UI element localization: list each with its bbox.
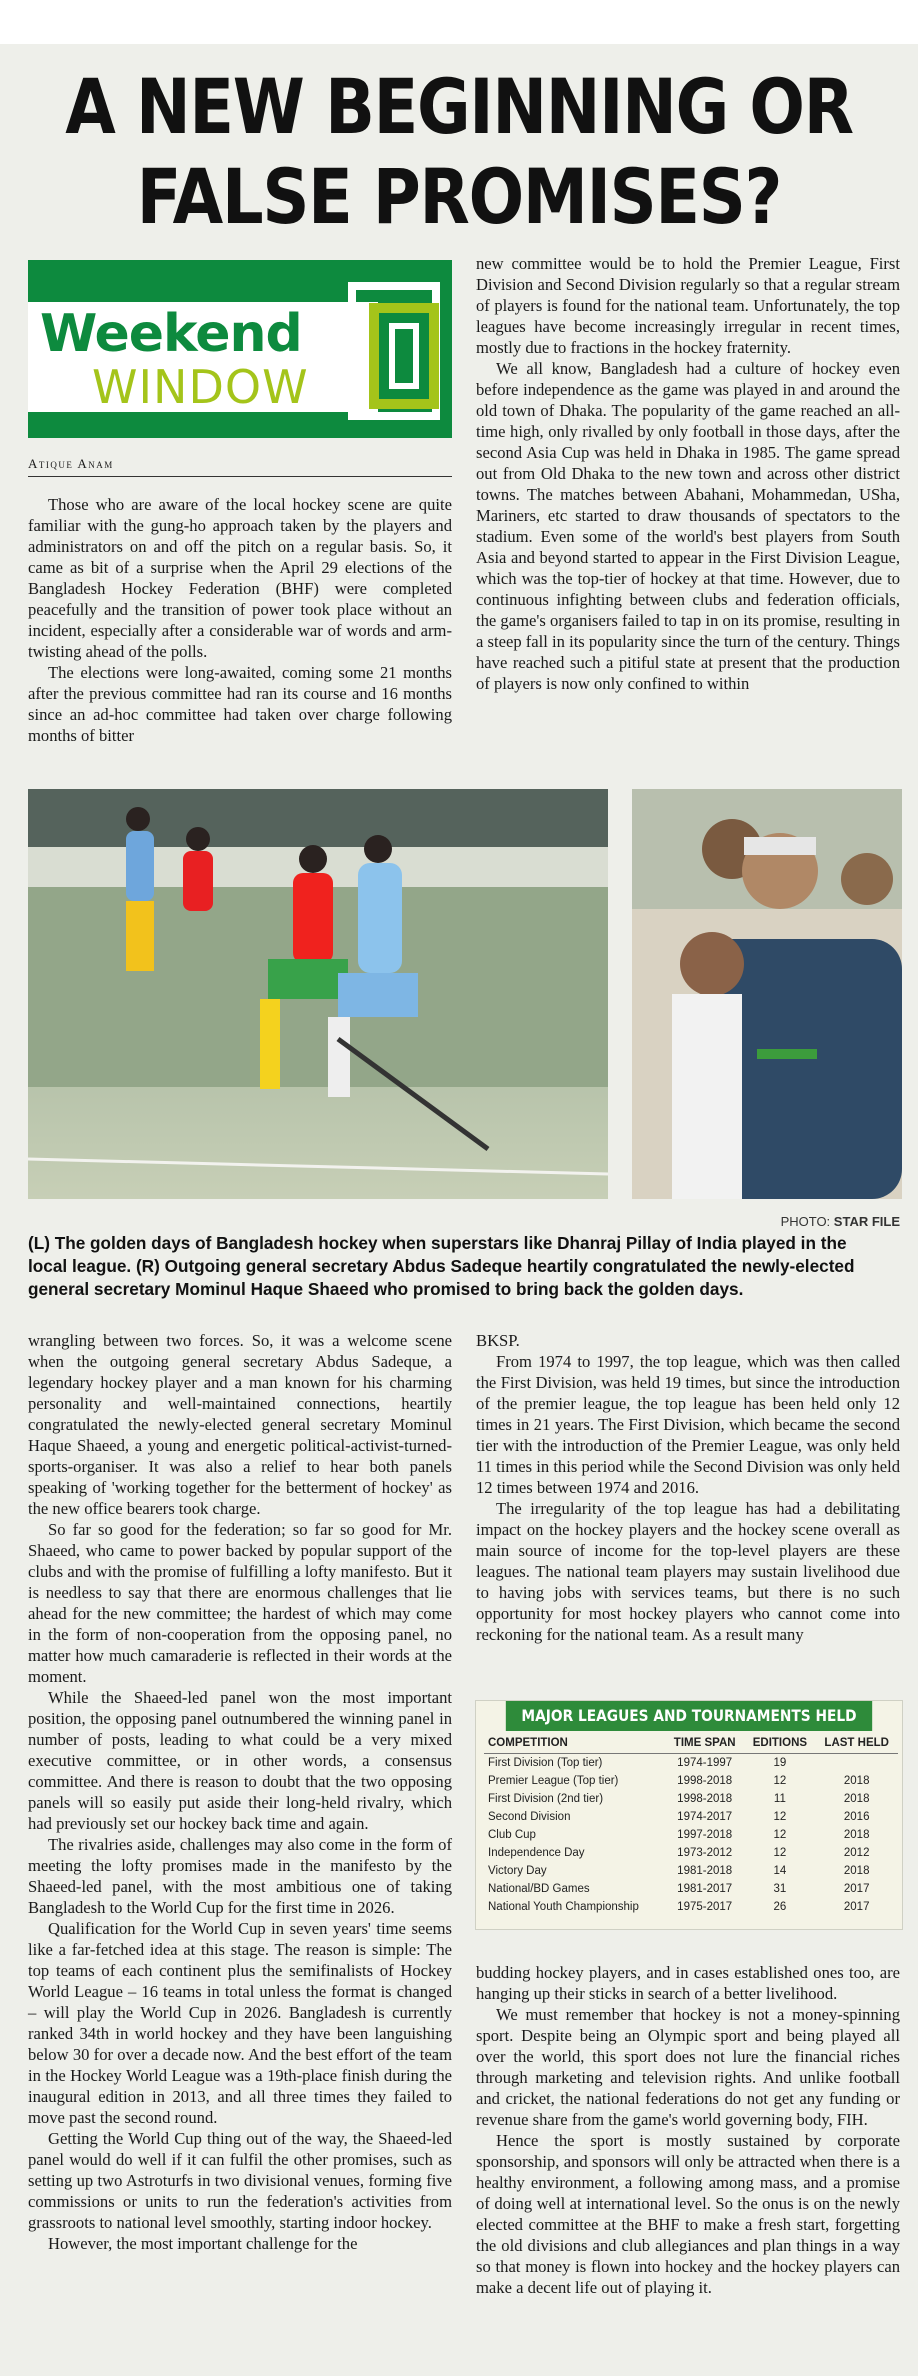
table-cell: 14: [773, 1865, 787, 1877]
table-cell: 12: [773, 1829, 787, 1841]
table-cell: 12: [773, 1811, 787, 1823]
table-row: [484, 1862, 898, 1880]
table-header-cell: EDITIONS: [744, 1735, 815, 1754]
article-column-2: [476, 253, 900, 694]
table-cell: 2017: [843, 1901, 870, 1913]
table-cell: 1997-2018: [677, 1829, 733, 1841]
table-cell: 19: [773, 1757, 787, 1769]
table-cell: First Division (Top tier): [488, 1757, 603, 1769]
table-cell: National/BD Games: [488, 1883, 590, 1895]
article-column-3: [28, 1330, 452, 2254]
leagues-table: [476, 1701, 902, 1929]
table-cell: 1974-2017: [677, 1811, 733, 1823]
photo-credit-source: STAR FILE: [833, 1214, 900, 1229]
photo-officials-hug: [632, 789, 902, 1199]
table-cell: Premier League (Top tier): [488, 1775, 619, 1787]
table-cell: 1998-2018: [677, 1793, 733, 1805]
table-cell: 2016: [843, 1811, 870, 1823]
article-column-5: [476, 1962, 900, 2298]
table-cell: Club Cup: [488, 1829, 536, 1841]
headline-line-2: FALSE PROMISES?: [136, 152, 782, 241]
table-cell: 1973-2012: [677, 1847, 733, 1859]
photo-caption: (L) The golden days of Bangladesh hockey when superstars like Dhanraj Pillay of India played in the local league. (R) Outgoing general secretary Abdus Sadeque heartily congratulated the newly-elected general secretary Mominul Haque Shaeed who promised to bring back the golden days.: [28, 1233, 855, 1299]
paragraph: BKSP.: [476, 1331, 520, 1350]
table-cell: Second Division: [488, 1811, 571, 1823]
table-row: [484, 1844, 898, 1862]
table-header-cell: TIME SPAN: [665, 1735, 744, 1754]
paragraph: new committee would be to hold the Premier League, First Division and Second Division regularly so that a regular stream of players is found for the national team. Unfortunately, the top leagues have become increasingly irregular in recent times, mostly due to fractions in the hockey fraternity.: [476, 254, 900, 357]
paragraph: However, the most important challenge for the: [48, 2234, 358, 2253]
table-cell: 26: [773, 1901, 787, 1913]
table-cell: 11: [773, 1793, 786, 1805]
photo-credit-label: PHOTO:: [780, 1214, 831, 1229]
photo-hockey-match: [28, 789, 608, 1199]
paragraph: Qualification for the World Cup in seven years' time seems like a far-fetched idea at this stage. The reason is simple: The top teams of each continent plus the semifinalists of Hockey World League – 16 teams in total unless the format is changed – will play the World Cup in 2026. Bangladesh is currently ranked 34th in world hockey and they have been languishing below 30 for over a decade now. And the best effort of the team in the Hockey World League was a 19th-place finish during the inaugural edition in 2013, and all three times they failed to move past the second round.: [28, 1919, 452, 2127]
table-cell: 12: [773, 1847, 787, 1859]
paragraph: We all know, Bangladesh had a culture of hockey even before independence as the game was played in and around the old town of Dhaka. The popularity of the game reached an all-time high, only rivalled by only football in those days, after the second Asia Cup was held in Dhaka in 1985. The game spread out from Old Dhaka to the new town and across other district towns. The matches between Abahani, Mohammedan, USha, Mariners, etc started to draw thousands of spectators to the stadium. Even some of the world's best players from South Asia and beyond started to appear in the First Division League, which was the top-tier of hockey at that time. However, due to continuous infighting between clubs and federation officials, the game's organisers failed to tap in on its promise, resulting in a steep fall in its popularity since the turn of the century. Things have reached such a pitiful state at present that the production of players is now only confined to within: [476, 359, 900, 693]
window-frame-icon: [348, 282, 446, 422]
table-row: [484, 1790, 898, 1808]
table-cell: 2018: [843, 1865, 870, 1877]
logo-weekend-word: Weekend: [40, 304, 302, 364]
table-cell: 1981-2017: [677, 1883, 733, 1895]
photo-credit: [781, 1214, 900, 1229]
table-cell: 2018: [843, 1775, 870, 1787]
paragraph: From 1974 to 1997, the top league, which was then called the First Division, was held 19 times, but since the introduction of the premier league, the top league has been held only 12 times in 21 years. The First Division, which became the second tier with the introduction of the Premier League, was only held 11 times in this period while the Second Division was only held 12 times between 1974 and 2016.: [476, 1352, 900, 1497]
leagues-table-title: MAJOR LEAGUES AND TOURNAMENTS HELD: [506, 1701, 872, 1731]
table-header-cell: COMPETITION: [484, 1735, 665, 1754]
paragraph: Hence the sport is mostly sustained by corporate sponsorship, and sponsors will only be attracted when there is a healthy environment, a following among mass, and a promise of doing well at international level. So the onus is on the newly elected committee at the BHF to make a fresh start, forgetting the old divisions and club allegiances and plan things in a way so that money is flown into hockey and the hockey players can make a decent life out of playing it.: [476, 2131, 900, 2297]
table-row: [484, 1826, 898, 1844]
table-row: [484, 1754, 898, 1773]
table-cell: 31: [773, 1883, 787, 1895]
logo-window-word: WINDOW: [92, 360, 309, 414]
table-row: [484, 1808, 898, 1826]
table-cell: National Youth Championship: [488, 1901, 639, 1913]
byline: Atique Anam: [28, 456, 452, 477]
table-row: [484, 1772, 898, 1790]
weekend-window-logo: [28, 260, 452, 438]
paragraph: The irregularity of the top league has had a debilitating impact on the hockey players and the hockey scene overall as main source of income for the top-level players are these leagues. The national team players may sustain livelihood due to having jobs with services teams, but there is no such opportunity for most hockey players who cannot come into reckoning for the national team. As a result many: [476, 1499, 900, 1644]
article-column-1: [28, 494, 452, 746]
table-cell: 12: [773, 1775, 787, 1787]
paragraph: While the Shaeed-led panel won the most important position, the opposing panel outnumbered the winning panel in number of posts, leading to what could be a very mixed executive committee, or in other words, a consensus committee. And there is reason to doubt that the two opposing panels will so easily put aside their long-held rivalry, which had previously set our hockey back time and again.: [28, 1688, 452, 1833]
table-cell: [815, 1754, 898, 1773]
headline: [64, 62, 853, 242]
paragraph: budding hockey players, and in cases established ones too, are hanging up their sticks in search of a better livelihood.: [476, 1963, 900, 2003]
table-row: [484, 1898, 898, 1916]
table-cell: 2012: [843, 1847, 870, 1859]
article-column-4: [476, 1330, 900, 1645]
table-header-cell: LAST HELD: [815, 1735, 898, 1754]
table-cell: 2017: [843, 1883, 870, 1895]
table-cell: 2018: [843, 1793, 870, 1805]
table-cell: Independence Day: [488, 1847, 585, 1859]
paragraph: Getting the World Cup thing out of the way, the Shaeed-led panel would do well if it can fulfil the other promises, such as setting up two Astroturfs in two divisional venues, forming five commissions or units to run the federation's activities from grassroots to national level smoothly, starting indoor hockey.: [28, 2129, 452, 2232]
paragraph: So far so good for the federation; so far so good for Mr. Shaeed, who came to power backed by popular support of the clubs and with the promise of fulfilling a lofty manifesto. But it is needless to say that there are enormous challenges that lie ahead for the new committee; the hardest of which may come in the form of non-cooperation from the opposing panel, no matter how much camaraderie is reflected in their words at the moment.: [28, 1520, 452, 1686]
table-cell: 1981-2018: [677, 1865, 733, 1877]
table-cell: 1998-2018: [677, 1775, 733, 1787]
table-row: [484, 1880, 898, 1898]
table-cell: 2018: [843, 1829, 870, 1841]
table-cell: First Division (2nd tier): [488, 1793, 604, 1805]
table-cell: 1974-1997: [677, 1757, 733, 1769]
paragraph: We must remember that hockey is not a money-spinning sport. Despite being an Olympic sport and being played all over the world, this sport does not lure the financial riches through marketing and television rights. And unlike football and cricket, the national federations do not get any funding or revenue share from the game's world governing body, FIH.: [476, 2005, 900, 2129]
headline-line-1: A NEW BEGINNING OR: [65, 62, 853, 151]
table-cell: 1975-2017: [677, 1901, 733, 1913]
paragraph: Those who are aware of the local hockey scene are quite familiar with the gung-ho approach taken by the players and administrators on and off the pitch on a regular basis. So, it came as bit of a surprise when the April 29 elections of the Bangladesh Hockey Federation (BHF) were completed peacefully and the transition of power took place without an incident, especially after a considerable war of words and arm-twisting ahead of the polls.: [28, 495, 452, 661]
paragraph: The rivalries aside, challenges may also come in the form of meeting the lofty promises made in the manifesto by the Shaeed-led panel, with the most ambitious one of taking Bangladesh to the World Cup for the first time in 2026.: [28, 1835, 452, 1917]
paragraph: The elections were long-awaited, coming some 21 months after the previous committee had ran its course and 16 months since an ad-hoc committee had taken over charge following months of bitter: [28, 663, 452, 745]
paragraph: wrangling between two forces. So, it was a welcome scene when the outgoing general secretary Abdus Sadeque, a legendary hockey player and a man known for his charming personality and well-maintained connections, heartily congratulated the newly-elected general secretary Mominul Haque Shaeed, a young and energetic political-activist-turned-sports-organiser. It was also a relief to hear both panels speaking of 'working together for the betterment of hockey' as the new office bearers took charge.: [28, 1331, 452, 1518]
table-cell: Victory Day: [488, 1865, 547, 1877]
